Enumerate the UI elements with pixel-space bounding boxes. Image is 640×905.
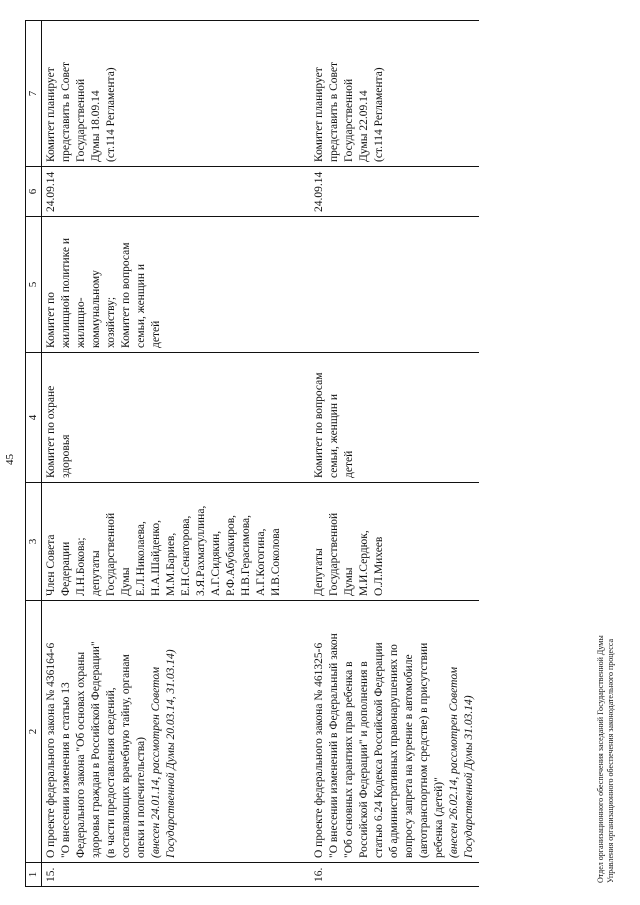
text-line: Комитет по вопросам xyxy=(120,242,132,348)
text-line: составляющих врачебную тайну, органам xyxy=(120,654,132,858)
text-line: "О внесении изменений в Федеральный закон xyxy=(328,633,340,858)
text-line: "О внесении изменения в статью 13 xyxy=(60,682,72,858)
text-line: Комитет по охране xyxy=(45,385,57,478)
text-line: Н.А.Шайденко, xyxy=(150,520,162,596)
text-line: семьи, женщин и xyxy=(135,263,147,348)
row-gap xyxy=(286,21,310,887)
responsible-committee xyxy=(310,353,479,483)
text-line: А.Г.Сидякин, xyxy=(210,530,222,596)
date-cell: 24.09.14 xyxy=(42,167,287,217)
text-line: депутаты xyxy=(90,550,102,596)
text-line: О.Л.Михеев xyxy=(373,536,385,596)
text-line: (в части предоставления сведений, xyxy=(105,687,117,858)
text-line: Государственной xyxy=(328,512,340,596)
text-line: представить в Совет xyxy=(328,61,340,162)
text-line: Комитет по xyxy=(45,292,57,348)
text-line: "Об основных гарантиях прав ребенка в xyxy=(343,661,355,858)
text-line: Государственной xyxy=(75,78,87,162)
text-line: об административных правонарушениях по xyxy=(388,644,400,858)
text-line: Государственной xyxy=(105,512,117,596)
text-line: представить в Совет xyxy=(60,61,72,162)
text-line: (ст.114 Регламента) xyxy=(373,67,385,162)
row-number: 15. xyxy=(42,863,287,887)
text-line: Комитет по вопросам xyxy=(313,372,325,478)
page-footer xyxy=(596,635,616,883)
text-line: здоровья граждан в Российской Федерации" xyxy=(90,641,102,858)
text-line: жилищной политике и xyxy=(60,237,72,348)
bill-table xyxy=(25,20,479,887)
text-line: ребенка (детей)" xyxy=(433,777,445,858)
text-line: Российской Федерации" и дополнения в xyxy=(358,661,370,858)
responsible-committee xyxy=(42,353,287,483)
text-line: (автотранспортном средстве) в присутствии xyxy=(418,642,430,858)
text-line: М.И.Сердюк, xyxy=(358,530,370,596)
status-note xyxy=(42,21,287,167)
text-line: жилищно- xyxy=(75,297,87,348)
text-line: О проекте федерального закона № 461325-6 xyxy=(313,642,325,858)
text-line: хозяйству; xyxy=(105,296,117,348)
text-line: О проекте федерального закона № 436164-6 xyxy=(45,642,57,858)
text-line: Р.Ф.Абубакиров, xyxy=(225,514,237,596)
text-line: Н.В.Герасимова, xyxy=(240,515,252,596)
text-line: (ст.114 Регламента) xyxy=(105,67,117,162)
text-line: Комитет планирует xyxy=(45,67,57,162)
bill-authors xyxy=(310,483,479,601)
text-line: Думы 22.09.14 xyxy=(358,90,370,162)
text-line: А.Г.Когогина, xyxy=(255,528,267,596)
header-cell: 7 xyxy=(26,21,42,167)
text-line: Депутаты xyxy=(313,548,325,596)
text-line: Е.Н.Сенаторова, xyxy=(180,515,192,596)
bill-authors xyxy=(42,483,287,601)
bill-note-line: (внесен 26.02.14, рассмотрен Советом xyxy=(448,666,460,858)
header-cell: 5 xyxy=(26,217,42,353)
text-line: Член Совета xyxy=(45,534,57,596)
text-line: З.Я.Рахматуллина, xyxy=(195,505,207,596)
table-row xyxy=(42,21,287,887)
text-line: Л.Н.Бокова; xyxy=(75,537,87,596)
text-line: И.В.Соколова xyxy=(270,528,282,596)
header-cell: 6 xyxy=(26,167,42,217)
bill-title xyxy=(42,601,287,863)
text-line: Думы xyxy=(343,567,355,596)
row-number: 16. xyxy=(310,863,479,887)
text-line: Комитет планирует xyxy=(313,67,325,162)
text-line: статью 6.24 Кодекса Российской Федерации xyxy=(373,642,385,858)
co-committees xyxy=(310,217,479,353)
text-line: коммунальному xyxy=(90,270,102,348)
header-cell: 1 xyxy=(26,863,42,887)
text-line: Думы 18.09.14 xyxy=(90,90,102,162)
text-line: опеки и попечительства) xyxy=(135,737,147,858)
page-number: 45 xyxy=(4,454,16,465)
text-line: Е.Л.Николаева, xyxy=(135,521,147,596)
date-cell: 24.09.14 xyxy=(310,167,479,217)
bill-note-line: (внесен 24.01.14, рассмотрен Советом xyxy=(150,666,162,858)
header-cell: 3 xyxy=(26,483,42,601)
table-row xyxy=(310,21,479,887)
text-line: детей xyxy=(150,320,162,348)
bill-note-line: Государственной Думы 31.03.14) xyxy=(463,695,475,858)
header-row xyxy=(26,21,42,887)
text-line: здоровья xyxy=(60,434,72,478)
footer-line: Управления организационного обеспечения законодательного процесса xyxy=(606,638,615,883)
status-note xyxy=(310,21,479,167)
header-cell: 4 xyxy=(26,353,42,483)
text-line: семьи, женщин и xyxy=(328,393,340,478)
text-line: Государственной xyxy=(343,78,355,162)
text-line: М.М.Бариев, xyxy=(165,532,177,596)
text-line: Федерального закона "Об основах охраны xyxy=(75,651,87,858)
bill-title xyxy=(310,601,479,863)
co-committees xyxy=(42,217,287,353)
text-line: Думы xyxy=(120,567,132,596)
header-cell: 2 xyxy=(26,601,42,863)
footer-line: Отдел организационного обеспечения заседаний Государственной Думы xyxy=(596,635,605,883)
bill-note-line: Государственной Думы 20.03.14, 31.03.14) xyxy=(165,649,177,858)
text-line: Федерации xyxy=(60,541,72,596)
text-line: вопросу запрета на курение в автомобиле xyxy=(403,654,415,858)
text-line: детей xyxy=(343,450,355,478)
